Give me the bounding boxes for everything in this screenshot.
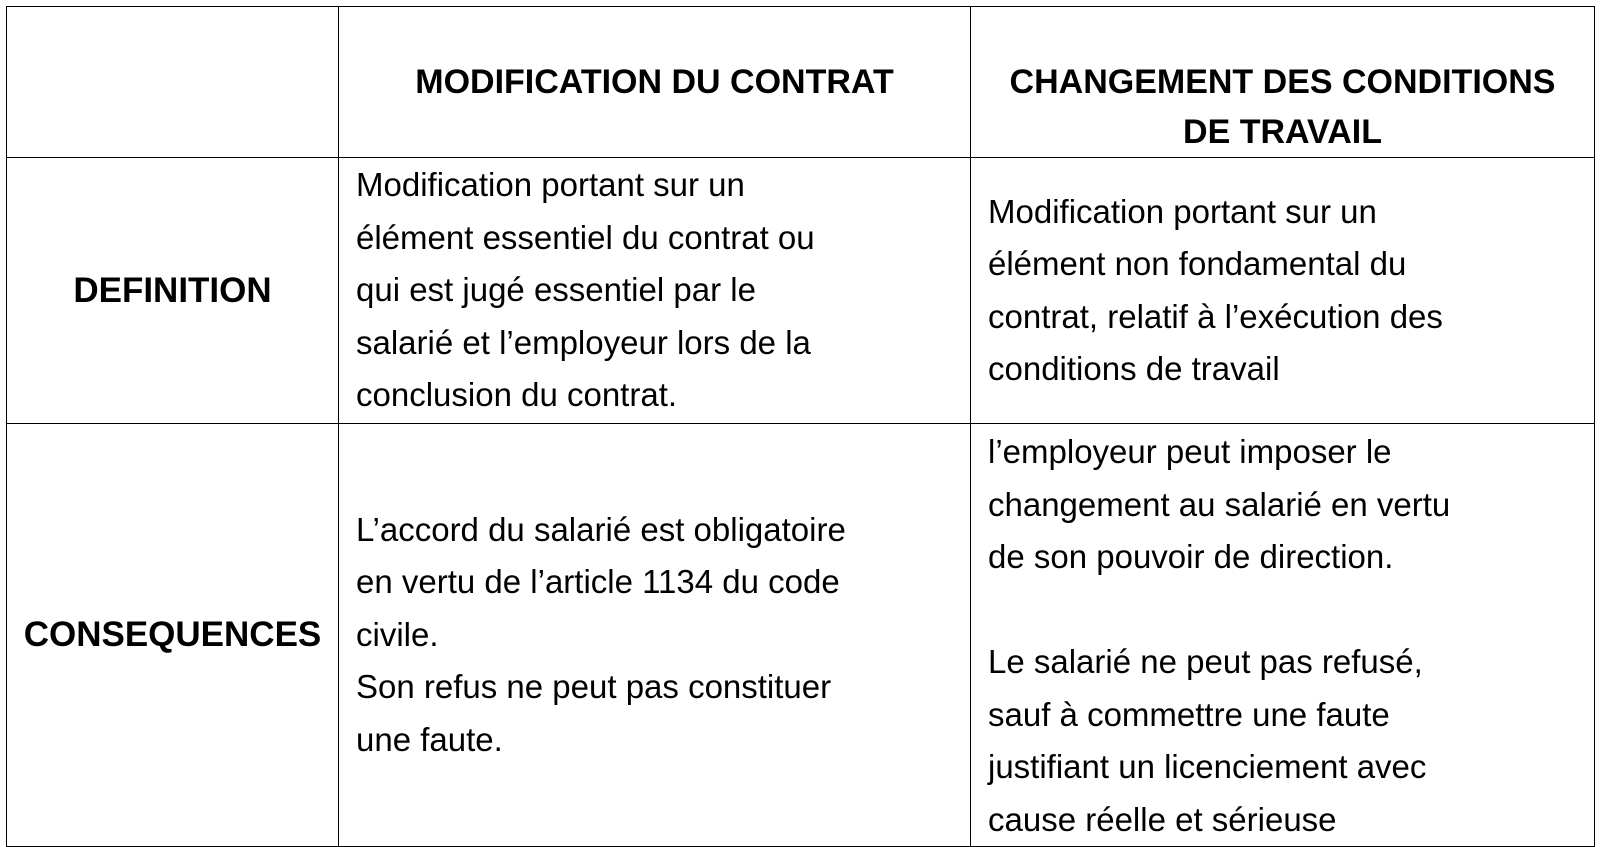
definition-modification-cell (339, 158, 971, 424)
row-label-definition-text: DEFINITION (73, 270, 272, 310)
comparison-table (6, 6, 1595, 847)
table-row-definition (7, 158, 1595, 424)
header-changement-conditions (971, 7, 1595, 158)
header-modification-du-contrat (339, 7, 971, 158)
definition-changement-text: Modification portant sur un élément non fondamental du contrat, relatif à l’exécution des conditions de travail (988, 192, 1443, 387)
row-label-consequences-text: CONSEQUENCES (23, 615, 322, 654)
row-label-definition (7, 158, 339, 424)
definition-modification-text: Modification portant sur un élément essentiel du contrat ou qui est jugé essentiel par le salarié et l’employeur lors de la conclusion du contrat. (356, 166, 815, 414)
definition-changement-cell (971, 158, 1595, 424)
table-row-consequences (7, 424, 1595, 847)
header-changement-label: CHANGEMENT DES CONDITIONS DE TRAVAIL (1009, 63, 1556, 151)
consequences-modification-cell (339, 424, 971, 847)
row-label-consequences (7, 424, 339, 847)
consequences-modification-text: L’accord du salarié est obligatoire en vertu de l’article 1134 du code civile. Son refus ne peut pas constituer une faute. (356, 510, 846, 758)
consequences-changement-text: l’employeur peut imposer le changement au salarié en vertu de son pouvoir de direction. Le salarié ne peut pas refusé, sauf à commettre une faute justifiant un licenciement avec cause réelle et sérieuse (988, 433, 1451, 838)
consequences-changement-cell (971, 424, 1595, 847)
header-empty-cell (7, 7, 339, 158)
table-header-row (7, 7, 1595, 158)
header-modification-label: MODIFICATION DU CONTRAT (415, 63, 894, 101)
